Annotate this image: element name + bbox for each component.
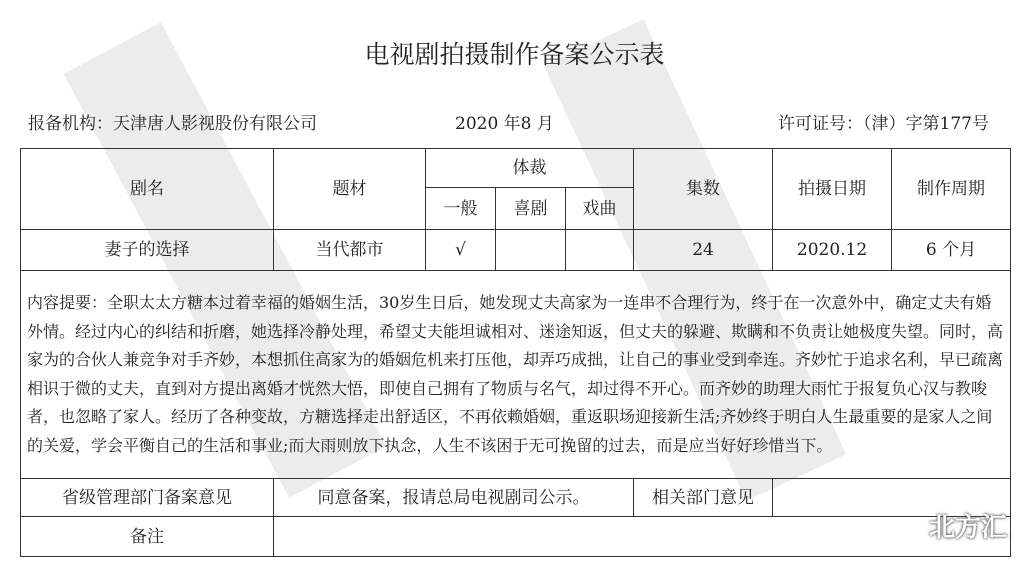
filing-table — [20, 148, 1011, 557]
cell-episodes: 24 — [634, 230, 773, 271]
page-title: 电视剧拍摄制作备案公示表 — [364, 40, 665, 69]
related-opinion — [773, 479, 1011, 517]
cell-comedy — [496, 230, 566, 271]
provincial-label: 省级管理部门备案意见 — [21, 479, 274, 517]
license-number: 许可证号：（津）字第177号 — [778, 114, 989, 134]
provincial-opinion: 同意备案，报请总局电视剧司公示。 — [274, 479, 634, 517]
table-row — [21, 230, 1011, 271]
content-summary: 内容提要：全职太太方糖本过着幸福的婚姻生活，30岁生日后，她发现丈夫高家为一连串不合理行为，终于在一次意外中，确定丈夫有婚外情。经过内心的纠结和折磨，她选择冷静处理，希望丈夫能坦诚相对、迷途知返，但丈夫的躲避、欺瞒和不负责让她极度失望。同时，高家为的合伙人兼竞争对手齐妙，本想抓住高家为的婚姻危机来打压他，却弄巧成拙，让自己的事业受到牵连。齐妙忙于追求名利，早已疏离相识于微的丈夫，直到对方提出离婚才恍然大悟，即使自己拥有了物质与名气，却过得不开心。而齐妙的助理大雨忙于报复负心汉与教唆者，也忽略了家人。经历了各种变故，方糖选择走出舒适区，不再依赖婚姻，重返职场迎接新生活;齐妙终于明白人生最重要的是家人之间的关爱，学会平衡自己的生活和事业;而大雨则放下执念，人生不该困于无可挽留的过去，而是应当好好珍惜当下。 — [21, 271, 1011, 479]
header-genre: 体裁 — [426, 149, 634, 188]
remarks-value — [274, 517, 1011, 557]
cell-name: 妻子的选择 — [21, 230, 274, 271]
cell-period: 6 个月 — [892, 230, 1011, 271]
cell-general-check: √ — [426, 230, 496, 271]
header-genre-comedy: 喜剧 — [496, 188, 566, 230]
header-genre-general: 一般 — [426, 188, 496, 230]
watermark-logo: 北方汇 — [928, 513, 1007, 543]
related-label: 相关部门意见 — [634, 479, 773, 517]
header-episodes: 集数 — [634, 149, 773, 230]
filing-date: 2020 年8 月 — [455, 114, 554, 134]
cell-theme: 当代都市 — [274, 230, 426, 271]
header-name: 剧名 — [21, 149, 274, 230]
remarks-label: 备注 — [21, 517, 274, 557]
header-theme: 题材 — [274, 149, 426, 230]
header-genre-opera: 戏曲 — [566, 188, 634, 230]
cell-shoot-date: 2020.12 — [773, 230, 892, 271]
filing-org: 报备机构：天津唐人影视股份有限公司 — [28, 114, 317, 134]
header-period: 制作周期 — [892, 149, 1011, 230]
header-shoot-date: 拍摄日期 — [773, 149, 892, 230]
cell-opera — [566, 230, 634, 271]
